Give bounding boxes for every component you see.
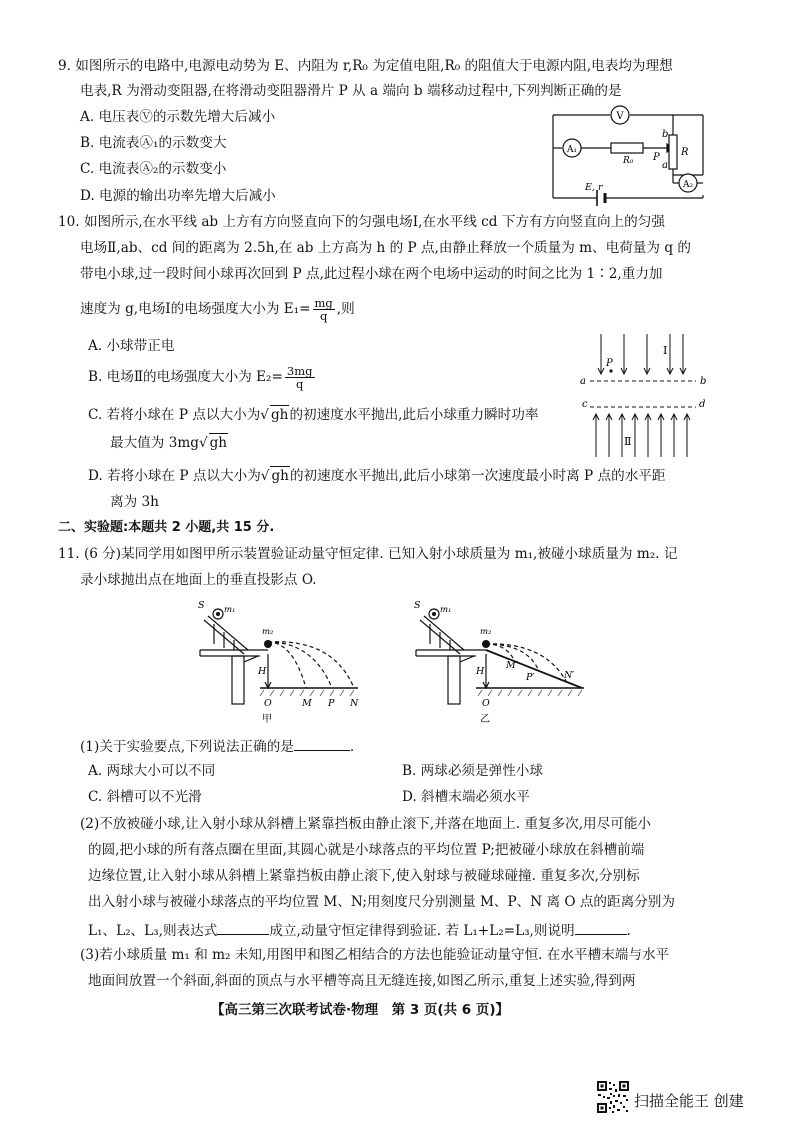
q11-part2-explain-blank[interactable] [575,920,627,935]
q9-option-a: A. 电压表Ⓥ的示数先增大后减小 [80,109,276,125]
q11-part2-line3: 边缘位置,让入射小球从斜槽上紧靠挡板由静止滚下,使入射球与被碰球碰撞. 重复多次,分别标 [88,868,640,884]
jia-m1-label: m₁ [224,605,236,615]
q10-optb-pre: B. 电场Ⅱ的电场强度大小为 E₂= [88,369,283,385]
ammeter2-label: A₂ [682,180,694,190]
q10-optc-sqrt: gh [270,407,289,423]
jia-p-label: P [328,698,335,709]
yi-nprime-label: N′ [564,670,575,681]
q10-field-diagram [578,332,708,460]
yi-o-label: O [482,698,490,709]
fig-jia-apparatus [198,598,368,726]
q11-part2-line2: 的圆,把小球的所有落点圈在里面,其圆心就是小球落点的平均位置 P;把被碰小球放在斜槽前端 [88,842,645,858]
jia-h-label: H [258,666,267,677]
jia-o-label: O [264,698,272,709]
q9-stem-line2: 电表,R 为滑动变阻器,在将滑动变阻器滑片 P 从 a 端向 b 端移动过程中,下列判断正确的是 [80,83,622,99]
q10-stem-line2: 电场Ⅱ,ab、cd 间的距离为 2.5h,在 ab 上方高为 h 的 P 点,由静止释放一个质量为 m、电荷量为 q 的 [80,240,691,256]
q10-optd-sqrt: gh [271,468,289,484]
q11-part3-line2: 地面间放置一个斜面,斜面的顶点与水平槽等高且无缝连接,如图乙所示,重复上述实验,得到两 [88,973,636,989]
e2-den: q [296,377,304,391]
yi-pprime-label: P′ [526,672,535,683]
jia-s-label: S [198,600,205,611]
q10-option-b [88,364,317,390]
q9-option-c: C. 电流表Ⓐ₂的示数变小 [80,161,227,177]
label-d: d [699,399,706,410]
q10-stem-line3: 带电小球,过一段时间小球再次回到 P 点,此过程小球在两个电场中运动的时间之比为 1∶2,重力加 [80,266,663,282]
terminal-a-label: a [662,160,668,171]
yi-m2-label: m₂ [480,627,492,637]
page-footer: 【高三第三次联考试卷·物理 第 3 页(共 6 页)】 [211,1002,510,1018]
q11-part1-prompt [80,736,354,756]
section-2-heading: 二、实验题:本题共 2 小题,共 15 分. [58,520,275,535]
q10-option-c-line2: 最大值为 3mg√ gh [110,435,228,451]
jia-n-label: N [350,698,359,709]
q11-part2-l5a: L₁、L₂、L₃,则表达式 [88,923,218,939]
q10-line4-post: ,则 [336,301,355,317]
label-c: c [582,399,588,410]
field-ii-label: Ⅱ [624,435,632,448]
q11-part1-text: (1)关于实验要点,下列说法正确的是 [80,739,294,755]
q10-optd-post: 的初速度水平抛出,此后小球第一次速度最小时离 P 点的水平距 [289,468,666,484]
qr-code-icon [596,1080,630,1114]
slider-p-label: P [653,152,660,163]
point-p [609,369,612,372]
e2-num: 3mg [286,364,313,378]
q10-option-a: A. 小球带正电 [88,338,175,354]
q10-option-c: C. 若将小球在 P 点以大小为√ gh的初速度水平抛出,此后小球重力瞬时功率 [88,407,539,423]
yi-s-label: S [414,600,421,611]
q10-optc-pre: C. 若将小球在 P 点以大小为 [88,407,261,423]
ammeter1-label: A₁ [566,145,578,155]
q10-option-d: D. 若将小球在 P 点以大小为√ gh的初速度水平抛出,此后小球第一次速度最小时离 P 点的水平距 [88,468,666,484]
fig-yi-caption: 乙 [480,714,490,725]
q10-optc-post: 的初速度水平抛出,此后小球重力瞬时功率 [289,407,539,423]
fig-yi-apparatus [414,598,594,726]
label-a: a [580,376,586,387]
q11-option-b: B. 两球必须是弹性小球 [402,763,543,779]
q11-part3-line1: (3)若小球质量 m₁ 和 m₂ 未知,用图甲和图乙相结合的方法也能验证动量守恒. 在水平槽末端与水平 [80,947,670,963]
q10-stem-line4 [80,296,355,322]
jia-m2-label: m₂ [262,627,274,637]
q11-part2-line5 [88,920,631,940]
e1-den: q [319,309,328,323]
q11-part2-line1: (2)不放被碰小球,让入射小球从斜槽上紧靠挡板由静止滚下,并落在地面上. 重复多次,用尽可能小 [80,816,652,832]
jia-m-label: M [302,698,312,709]
fig-jia-caption: 甲 [262,714,272,725]
q10-optc2-sqrt: gh [209,435,228,451]
q11-stem-line1: 11. (6 分)某同学用如图甲所示装置验证动量守恒定律. 已知入射小球质量为 m₁,被碰小球质量为 m₂. 记 [58,546,678,562]
label-b: b [700,376,707,387]
r0-label: R₀ [623,156,634,166]
q10-optd-pre: D. 若将小球在 P 点以大小为 [88,468,261,484]
yi-mprime-label: M′ [506,660,518,671]
q9-option-b: B. 电流表Ⓐ₁的示数变大 [80,135,227,151]
source-label: E, r [585,182,603,193]
e1-num: mg [314,296,333,310]
q11-part2-l5c: . [626,923,631,939]
q11-part2-expression-blank[interactable] [217,920,269,935]
e1-fraction [313,297,335,322]
q11-part1-end: . [349,739,355,755]
q11-option-c: C. 斜槽可以不光滑 [88,789,202,805]
voltmeter-label: V [616,111,624,122]
r-label: R [681,147,689,158]
q10-optc2-pre: 最大值为 3mg [110,435,199,451]
q9-stem-line1: 9. 如图所示的电路中,电源电动势为 E、内阻为 r,R₀ 为定值电阻,R₀ 的阻值大于电源内阻,电表均为理想 [58,58,673,74]
q10-option-d-line2: 离为 3h [110,494,159,510]
terminal-b-label: b [662,129,669,140]
q11-part2-line4: 出入射小球与被碰小球落点的平均位置 M、N;用刻度尺分别测量 M、P、N 离 O 点的距离分别为 [88,894,675,910]
q11-stem-line2: 录小球抛出点在地面上的垂直投影点 O. [80,572,317,588]
q10-line4-pre: 速度为 g,电场Ⅰ的电场强度大小为 E₁= [80,301,311,317]
e2-fraction [285,365,315,390]
yi-h-label: H [476,666,485,677]
yi-m1-label: m₁ [440,605,452,615]
q11-part1-answer-blank[interactable] [294,736,350,751]
scanner-watermark-text: 扫描全能王 创建 [634,1092,744,1110]
point-p-label: P [606,358,613,369]
field-i-label: Ⅰ [663,344,668,357]
q9-option-d: D. 电源的输出功率先增大后减小 [80,188,276,204]
q9-circuit-diagram [545,103,720,208]
q11-option-d: D. 斜槽末端必须水平 [402,789,530,805]
q10-stem-line1: 10. 如图所示,在水平线 ab 上方有方向竖直向下的匀强电场Ⅰ,在水平线 cd 下方有方向竖直向上的匀强 [58,214,665,230]
q11-part2-l5b: 成立,动量守恒定律得到验证. 若 L₁+L₂=L₃,则说明 [269,923,575,939]
q11-option-a: A. 两球大小可以不同 [88,763,216,779]
